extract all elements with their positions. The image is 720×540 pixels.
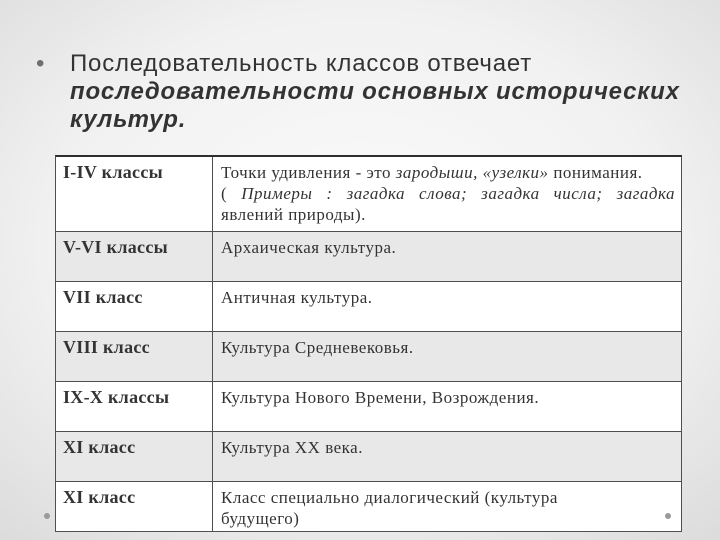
bullet-marker: • — [36, 50, 45, 77]
description-line: Архаическая культура. — [221, 238, 397, 257]
intro-text — [70, 50, 680, 134]
description-line — [221, 162, 675, 183]
decorative-dot-right — [665, 513, 671, 519]
description-cell — [213, 282, 682, 331]
description-text: Точки удивления - это — [221, 163, 396, 182]
intro-text-plain: Последовательность классов отвечает — [70, 50, 533, 77]
table-row — [56, 282, 682, 332]
description-cell — [213, 382, 682, 431]
grade-cell: XI класс — [56, 432, 213, 481]
description-text-italic: : загадка слова; загадка числа; загадка — [312, 184, 675, 203]
description-cell — [213, 332, 682, 381]
table-row — [56, 232, 682, 282]
description-cell — [213, 432, 682, 481]
grade-cell: VII класс — [56, 282, 213, 331]
description-text-italic: Примеры — [241, 184, 313, 203]
description-line: Культура XX века. — [221, 438, 363, 457]
description-cell — [213, 482, 682, 531]
curriculum-table — [55, 155, 682, 532]
table-row — [56, 382, 682, 432]
description-text: понимания. — [548, 163, 643, 182]
grade-cell: V-VI классы — [56, 232, 213, 281]
description-cell — [213, 232, 682, 281]
grade-cell: XI класс — [56, 482, 213, 531]
description-line — [221, 183, 675, 204]
grade-cell: I-IV классы — [56, 157, 213, 231]
description-line: Культура Нового Времени, Возрождения. — [221, 388, 540, 407]
table-row — [56, 332, 682, 382]
table-row — [56, 432, 682, 482]
grade-cell: VIII класс — [56, 332, 213, 381]
table-row — [56, 482, 682, 532]
decorative-dot-left — [44, 513, 50, 519]
description-line: Класс специально диалогический (культура — [221, 488, 558, 507]
description-text-italic: зародыши, «узелки» — [395, 163, 549, 182]
table-row — [56, 157, 682, 232]
description-line: Античная культура. — [221, 288, 373, 307]
description-cell — [213, 157, 682, 231]
intro-text-emphasis: последовательности основных исторических культур. — [70, 78, 680, 133]
description-text: ( — [221, 184, 242, 203]
description-line: будущего) — [221, 509, 300, 528]
description-line: явлений природы). — [221, 205, 366, 224]
grade-cell: IX-X классы — [56, 382, 213, 431]
description-line: Культура Средневековья. — [221, 338, 414, 357]
